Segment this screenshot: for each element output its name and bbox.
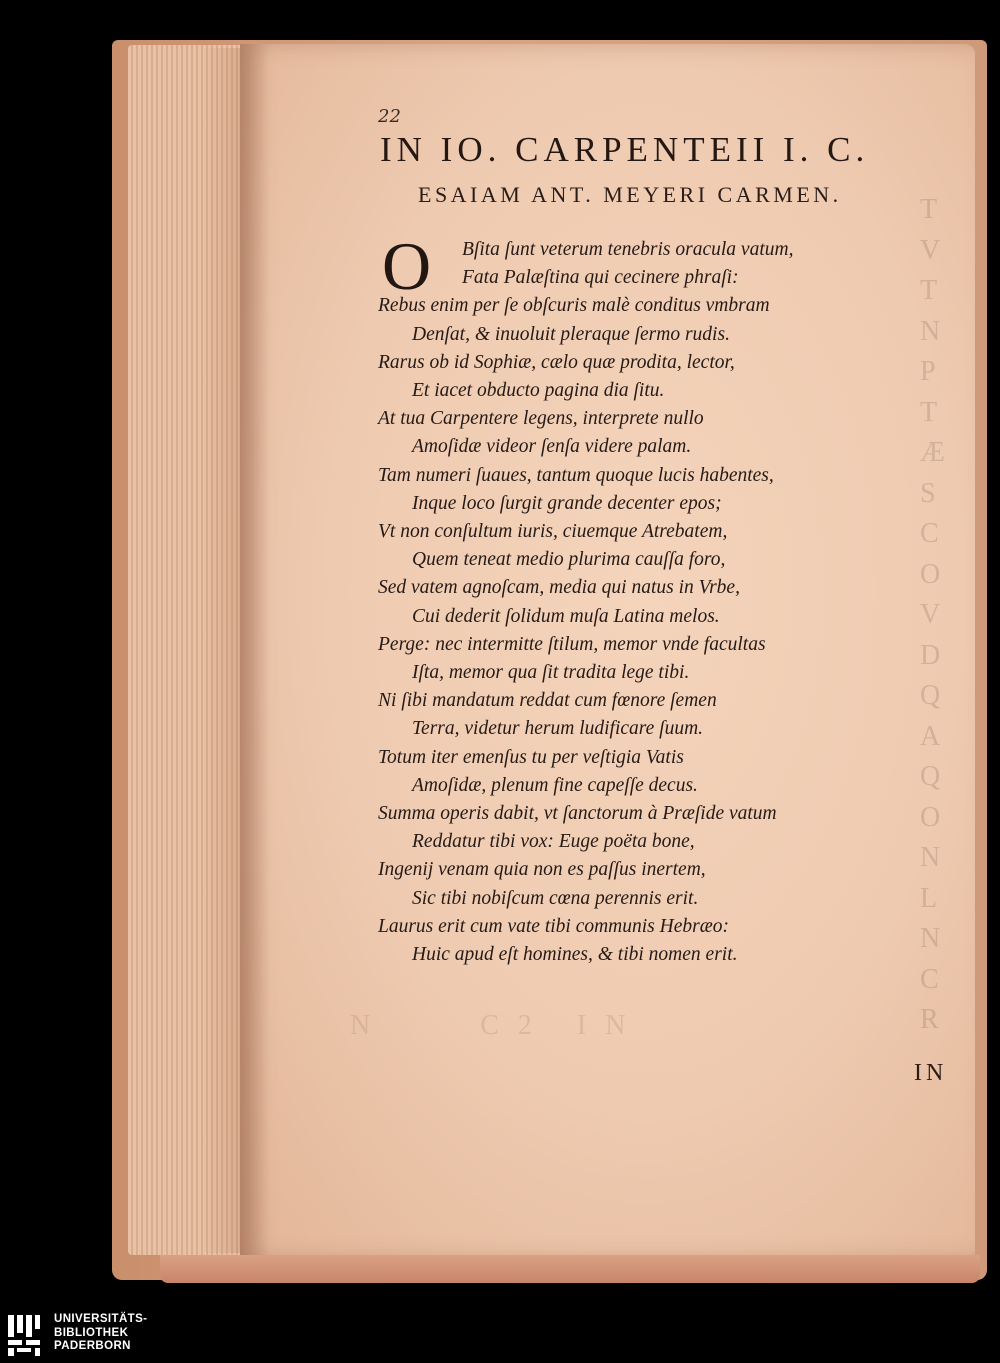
poem-text	[378, 228, 898, 969]
poem-line: Totum iter emenſus tu per veſtigia Vatis	[378, 746, 684, 768]
page-title: IN IO. CARPENTEII I. C.	[380, 130, 870, 169]
poem-line: Denſat, & inuoluit pleraque ſermo rudis.	[412, 323, 730, 345]
poem-line: Amoſidæ videor ſenſa videre palam.	[412, 436, 692, 458]
logo-line: UNIVERSITÄTS-	[54, 1313, 148, 1325]
poem-line: Bſita ſunt veterum tenebris oracula vatum,	[462, 239, 794, 260]
library-logo-text	[54, 1313, 147, 1354]
cover-bottom-edge	[160, 1255, 980, 1283]
poem-line: Ingenij venam quia non es paſſus inertem,	[378, 859, 706, 881]
show-through-bottom: N C 2 I N	[350, 1010, 632, 1041]
poem-line: Rarus ob id Sophiæ, cælo quæ prodita, lector,	[378, 351, 735, 373]
library-logo	[6, 1313, 156, 1359]
poem-line: Vt non conſultum iuris, ciuemque Atrebatem,	[378, 521, 728, 543]
poem-line: Tam numeri ſuaues, tantum quoque lucis habentes,	[378, 464, 774, 486]
drop-initial: O	[382, 228, 432, 304]
poem-line: Iſta, memor qua ſit tradita lege tibi.	[412, 662, 690, 684]
poem-line: Cui dederit ſolidum muſa Latina melos.	[412, 605, 720, 627]
poem-line: Amoſidæ, plenum fine capeſſe decus.	[412, 774, 698, 796]
logo-line: BIBLIOTHEK	[54, 1326, 129, 1339]
poem-line: Inque loco ſurgit grande decenter epos;	[412, 492, 722, 514]
page-gutter	[240, 44, 270, 1259]
poem-line: Rebus enim per ſe obſcuris malè conditus vmbram	[378, 295, 770, 317]
poem-line: Quem teneat medio plurima cauſſa foro,	[412, 549, 726, 571]
poem-line: Huic apud eſt homines, & tibi nomen erit.	[412, 944, 738, 966]
poem-line: Laurus erit cum vate tibi communis Hebræo:	[378, 915, 729, 937]
poem-line: Sed vatem agnoſcam, media qui natus in Vrbe,	[378, 577, 740, 599]
poem-line: Summa operis dabit, vt ſanctorum à Præſide vatum	[378, 803, 777, 825]
poem-line: Perge: nec intermitte ſtilum, memor vnde facultas	[378, 633, 766, 655]
page-number: 22	[378, 106, 401, 127]
poem-line: Terra, videtur herum ludificare ſuum.	[412, 718, 704, 740]
library-logo-icon	[6, 1313, 42, 1357]
poem-line: Sic tibi nobiſcum cœna perennis erit.	[412, 887, 699, 909]
page-subtitle: ESAIAM ANT. MEYERI CARMEN.	[418, 182, 842, 207]
poem-line: Fata Palæſtina qui cecinere phraſi:	[462, 267, 739, 289]
poem-line: Reddatur tibi vox: Euge poëta bone,	[412, 831, 695, 853]
poem-line: Ni ſibi mandatum reddat cum fœnore ſemen	[378, 690, 717, 712]
poem-line: Et iacet obducto pagina dia ſitu.	[412, 380, 665, 402]
poem-line: At tua Carpentere legens, interprete nullo	[378, 408, 704, 430]
show-through-letters: T V T N P T Æ S C O V D Q A Q O N L N C R	[920, 194, 945, 1035]
catchword: IN	[914, 1060, 948, 1086]
logo-line: PADERBORN	[54, 1340, 131, 1352]
